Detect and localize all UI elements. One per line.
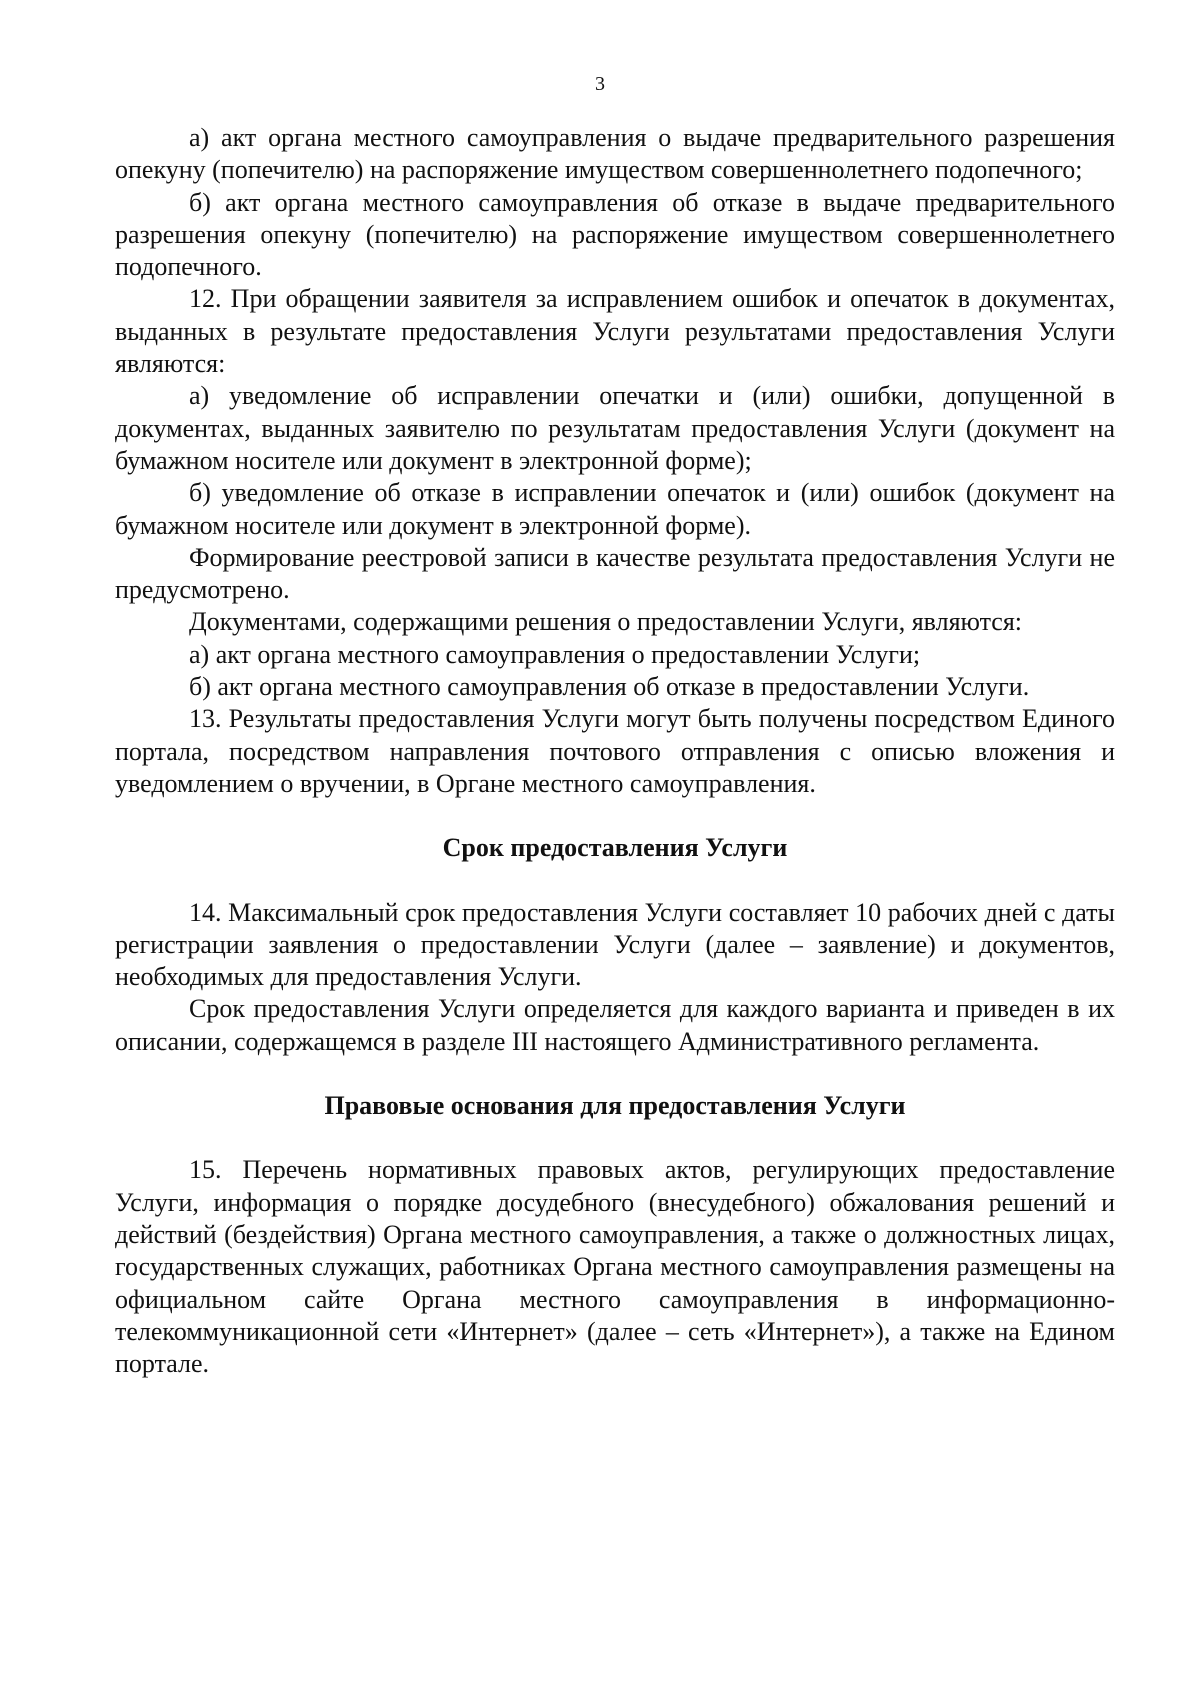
- paragraph-result-b: б) акт органа местного самоуправления об отказе в выдаче предварительного разрешения опекуну (попечителю) на распоряжение имуществом совершеннолетнего подопечного.: [115, 187, 1115, 282]
- paragraph-decision-b: б) акт органа местного самоуправления об отказе в предоставлении Услуги.: [189, 672, 1030, 702]
- paragraph-14: 14. Максимальный срок предоставления Услуги составляет 10 рабочих дней с даты регистрации заявления о предоставлении Услуги (далее – заявление) и документов, необходимых для предоставления Услуги.: [115, 897, 1115, 992]
- paragraph-registry-record: Формирование реестровой записи в качестве результата предоставления Услуги не предусмотрено.: [115, 542, 1115, 605]
- paragraph-12: 12. При обращении заявителя за исправлением ошибок и опечаток в документах, выданных в результате предоставления Услуги результатами предоставления Услуги являются:: [115, 284, 1115, 379]
- section-heading-legal-basis: Правовые основания для предоставления Услуги: [324, 1091, 906, 1121]
- paragraph-decision-a: а) акт органа местного самоуправления о предоставлении Услуги;: [189, 639, 921, 669]
- paragraph-result-a: а) акт органа местного самоуправления о выдаче предварительного разрешения опекуну (попечителю) на распоряжение имуществом совершеннолетнего подопечного;: [115, 123, 1115, 185]
- document-body: [115, 122, 1115, 1380]
- paragraph-term-variants: Срок предоставления Услуги определяется для каждого варианта и приведен в их описании, содержащемся в разделе III настоящего Административного регламента.: [115, 994, 1115, 1056]
- section-heading-term: Срок предоставления Услуги: [442, 833, 788, 863]
- spacer: [115, 800, 1115, 832]
- page-number: 3: [595, 73, 605, 95]
- paragraph-12-b: б) уведомление об отказе в исправлении опечаток и (или) ошибок (документ на бумажном носителе или документ в электронной форме).: [115, 478, 1115, 540]
- spacer: [115, 1122, 1115, 1154]
- paragraph-13: 13. Результаты предоставления Услуги могут быть получены посредством Единого портала, посредством направления почтового отправления с описью вложения и уведомлением о вручении, в Органе местного самоуправления.: [115, 704, 1115, 798]
- spacer: [115, 865, 1115, 897]
- spacer: [115, 1058, 1115, 1090]
- paragraph-15: 15. Перечень нормативных правовых актов, регулирующих предоставление Услуги, информация о порядке досудебного (внесудебного) обжалования решений и действий (бездействия) Органа местного самоуправления, а также о должностных лицах, государственных служащих, работниках Органа местного самоуправления размещены на официальном сайте Органа местного самоуправления в информационно-телекоммуникационной сети «Интернет» (далее – сеть «Интернет»), а также на Едином портале.: [115, 1155, 1115, 1379]
- paragraph-decision-documents: Документами, содержащими решения о предоставлении Услуги, являются:: [189, 607, 1023, 637]
- paragraph-12-a: а) уведомление об исправлении опечатки и (или) ошибки, допущенной в документах, выданных заявителю по результатам предоставления Услуги (документ на бумажном носителе или документ в электронной форме);: [115, 381, 1115, 475]
